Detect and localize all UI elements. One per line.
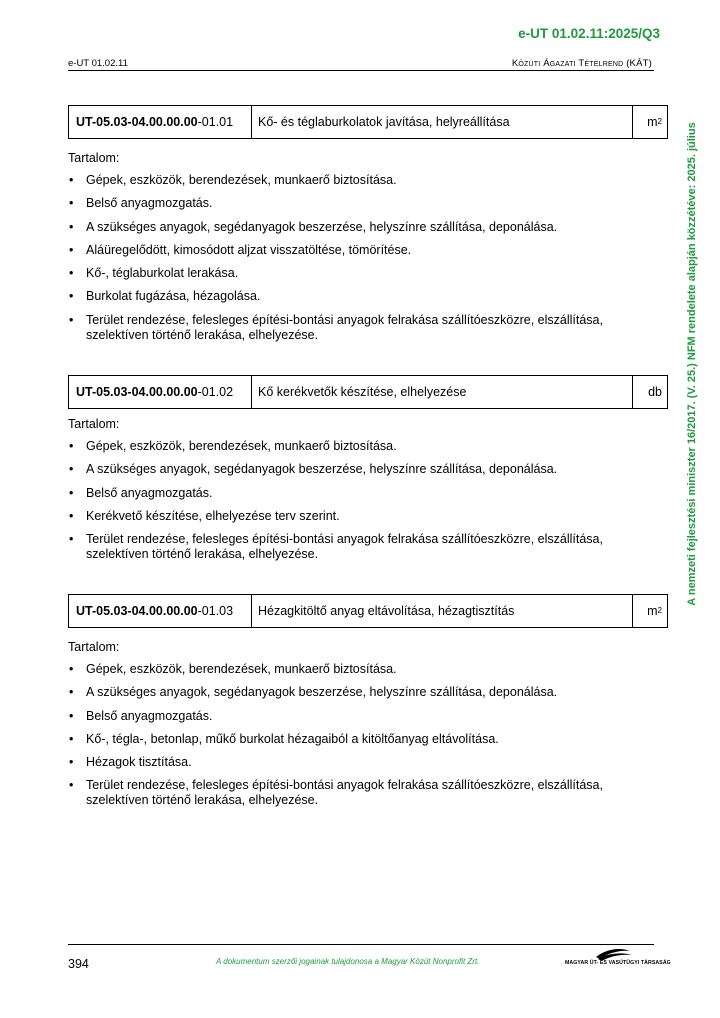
list-item: • Gépek, eszközök, berendezések, munkaerő biztosítása. [68,173,668,188]
item-title: Kő kerékvetők készítése, elhelyezése [252,376,633,408]
item-code-main: UT-05.03-04.00.00.00 [76,604,198,618]
item-unit [633,106,667,138]
item-code-main: UT-05.03-04.00.00.00 [76,385,198,399]
list-item: • Terület rendezése, felesleges építési-bontási anyagok felrakása szállítóeszközre, elszállítása, szelektíven történő lerakása, elhelyezése. [68,313,668,343]
item-header-box [68,594,668,628]
list-item: • Gépek, eszközök, berendezések, munkaerő biztosítása. [68,662,668,677]
item-code [69,595,252,627]
list-item: • Terület rendezése, felesleges építési-bontási anyagok felrakása szállítóeszközre, elszállítása, szelektíven történő lerakása, elhelyezése. [68,778,668,808]
content-list [68,439,668,562]
list-item: • Gépek, eszközök, berendezések, munkaerő biztosítása. [68,439,668,454]
content-label: Tartalom: [68,151,120,165]
list-item: • Aláüregelődött, kimosódott aljzat visszatöltése, tömörítése. [68,243,668,258]
list-item: • Belső anyagmozgatás. [68,486,668,501]
list-item: • Terület rendezése, felesleges építési-bontási anyagok felrakása szállítóeszközre, elszállítása, szelektíven történő lerakása, elhelyezése. [68,532,668,562]
publication-side-note: A nemzeti fejlesztési miniszter 16/2017. (V. 25.) NFM rendelete alapján közzétéve: 2025. július [686,122,698,606]
unit-exponent: 2 [657,605,662,615]
content-label: Tartalom: [68,417,120,431]
society-logo-text: MAGYAR ÚT- ÉS VASÚTÜGYI TÁRSASÁG [565,960,671,966]
list-item: • A szükséges anyagok, segédanyagok beszerzése, helyszínre szállítása, deponálása. [68,685,668,700]
list-item: • Belső anyagmozgatás. [68,709,668,724]
document-code: e-UT 01.02.11:2025/Q3 [518,26,660,41]
content-label: Tartalom: [68,640,120,654]
content-list [68,662,668,808]
item-code-suffix: -01.02 [197,385,234,399]
item-code-suffix: -01.01 [197,115,234,129]
unit-base: m [647,115,658,129]
item-section-2 [68,375,668,570]
list-item: • Kerékvető készítése, elhelyezése terv szerint. [68,509,668,524]
list-item: • Belső anyagmozgatás. [68,196,668,211]
unit-exponent: 2 [657,116,662,126]
list-item: • Burkolat fugázása, hézagolása. [68,289,668,304]
unit-base: db [648,385,662,399]
header-right-title: Közúti Ágazati Tételrend (KÁT) [511,58,652,69]
page-number: 394 [68,957,89,971]
list-item: • Kő-, téglaburkolat lerakása. [68,266,668,281]
header-divider [68,70,654,71]
unit-base: m [647,604,658,618]
list-item: • A szükséges anyagok, segédanyagok beszerzése, helyszínre szállítása, deponálása. [68,220,668,235]
item-section-1 [68,105,668,351]
item-code-main: UT-05.03-04.00.00.00 [76,115,198,129]
header-left-code: e-UT 01.02.11 [68,58,128,69]
list-item: • A szükséges anyagok, segédanyagok beszerzése, helyszínre szállítása, deponálása. [68,462,668,477]
item-unit [633,376,667,408]
item-title: Hézagkitöltő anyag eltávolítása, hézagtisztítás [252,595,633,627]
item-code-suffix: -01.03 [197,604,234,618]
society-logo-icon [562,945,654,971]
item-unit [633,595,667,627]
item-header-box [68,105,668,139]
copyright-notice: A dokumentum szerzői jogainak tulajdonosa a Magyar Közút Nonprofit Zrt. [216,957,480,966]
list-item: • Hézagok tisztítása. [68,755,668,770]
item-code [69,376,252,408]
item-code [69,106,252,138]
content-list [68,173,668,343]
item-header-box [68,375,668,409]
item-section-3 [68,594,668,817]
item-title: Kő- és téglaburkolatok javítása, helyreállítása [252,106,633,138]
list-item: • Kő-, tégla-, betonlap, műkő burkolat hézagaiból a kitöltőanyag eltávolítása. [68,732,668,747]
